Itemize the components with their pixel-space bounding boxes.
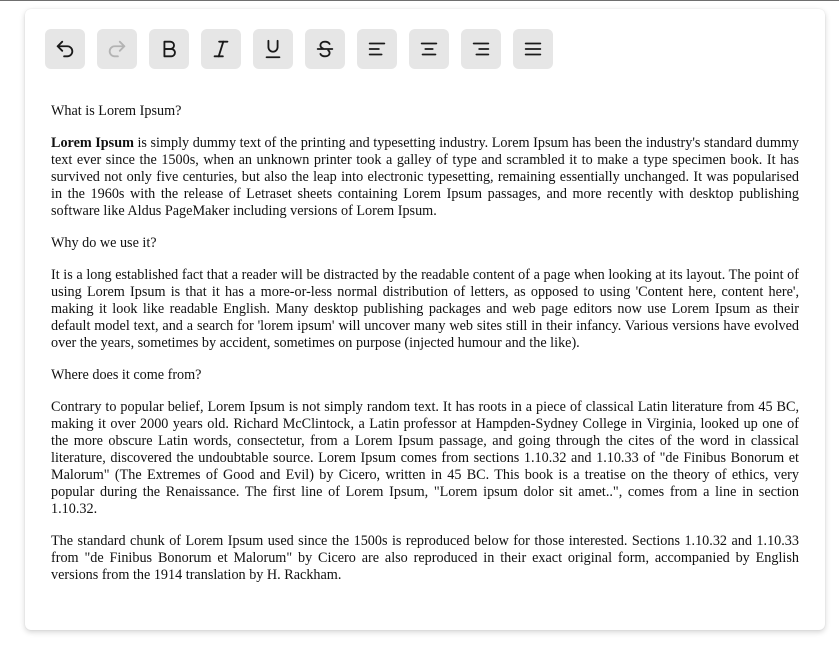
bold-button[interactable] xyxy=(149,29,189,69)
underline-button[interactable] xyxy=(253,29,293,69)
align-left-icon xyxy=(366,38,388,60)
bold-text: Lorem Ipsum xyxy=(51,135,134,151)
align-justify-button[interactable] xyxy=(513,29,553,69)
paragraph-2: It is a long established fact that a reader will be distracted by the readable content of a page when looking at its layout. The point of using Lorem Ipsum is that it has a more-or-less normal distribution of letters, as opposed to using 'Content here, content here', making it look like readable English. Many desktop publishing packages and web page editors now use Lorem Ipsum as their default model text, and a search for 'lorem ipsum' will uncover many web sites still in their infancy. Various versions have evolved over the years, sometimes by accident, sometimes on purpose (injected humour and the like). xyxy=(51,267,799,351)
heading-where: Where does it come from? xyxy=(51,367,202,383)
undo-button[interactable] xyxy=(45,29,85,69)
editor-content[interactable] xyxy=(51,103,799,599)
paragraph-1-text: is simply dummy text of the printing and typesetting industry. Lorem Ipsum has been the industry's standard dummy text ever since the 1500s, when an unknown printer took a galley of type and scrambled it to make a type specimen book. It has survived not only five centuries, but also the leap into electronic typesetting, remaining essentially unchanged. It was popularised in the 1960s with the release of Letraset sheets containing Lorem Ipsum passages, and more recently with desktop publishing software like Aldus PageMaker including versions of Lorem Ipsum. xyxy=(51,135,799,219)
heading-what-is: What is Lorem Ipsum? xyxy=(51,103,182,119)
redo-button[interactable] xyxy=(97,29,137,69)
underline-icon xyxy=(262,38,284,60)
align-right-icon xyxy=(470,38,492,60)
paragraph-1 xyxy=(51,135,799,220)
bold-icon xyxy=(158,38,180,60)
align-right-button[interactable] xyxy=(461,29,501,69)
paragraph-4: The standard chunk of Lorem Ipsum used since the 1500s is reproduced below for those interested. Sections 1.10.32 and 1.10.33 from "de Finibus Bonorum et Malorum" by Cicero are also reproduced in their exact original form, accompanied by English versions from the 1914 translation by H. Rackham. xyxy=(51,533,799,583)
italic-icon xyxy=(210,38,232,60)
editor-card xyxy=(25,9,825,630)
align-justify-icon xyxy=(522,38,544,60)
undo-icon xyxy=(54,38,76,60)
heading-why: Why do we use it? xyxy=(51,235,157,251)
redo-icon xyxy=(106,38,128,60)
align-center-button[interactable] xyxy=(409,29,449,69)
strikethrough-button[interactable] xyxy=(305,29,345,69)
paragraph-3: Contrary to popular belief, Lorem Ipsum is not simply random text. It has roots in a piece of classical Latin literature from 45 BC, making it over 2000 years old. Richard McClintock, a Latin professor at Hampden-Sydney College in Virginia, looked up one of the more obscure Latin words, consectetur, from a Lorem Ipsum passage, and going through the cites of the word in classical literature, discovered the undoubtable source. Lorem Ipsum comes from sections 1.10.32 and 1.10.33 of "de Finibus Bonorum et Malorum" (The Extremes of Good and Evil) by Cicero, written in 45 BC. This book is a treatise on the theory of ethics, very popular during the Renaissance. The first line of Lorem Ipsum, "Lorem ipsum dolor sit amet..", comes from a line in section 1.10.32. xyxy=(51,399,799,517)
strikethrough-icon xyxy=(314,38,336,60)
formatting-toolbar xyxy=(45,29,553,69)
align-center-icon xyxy=(418,38,440,60)
align-left-button[interactable] xyxy=(357,29,397,69)
italic-button[interactable] xyxy=(201,29,241,69)
